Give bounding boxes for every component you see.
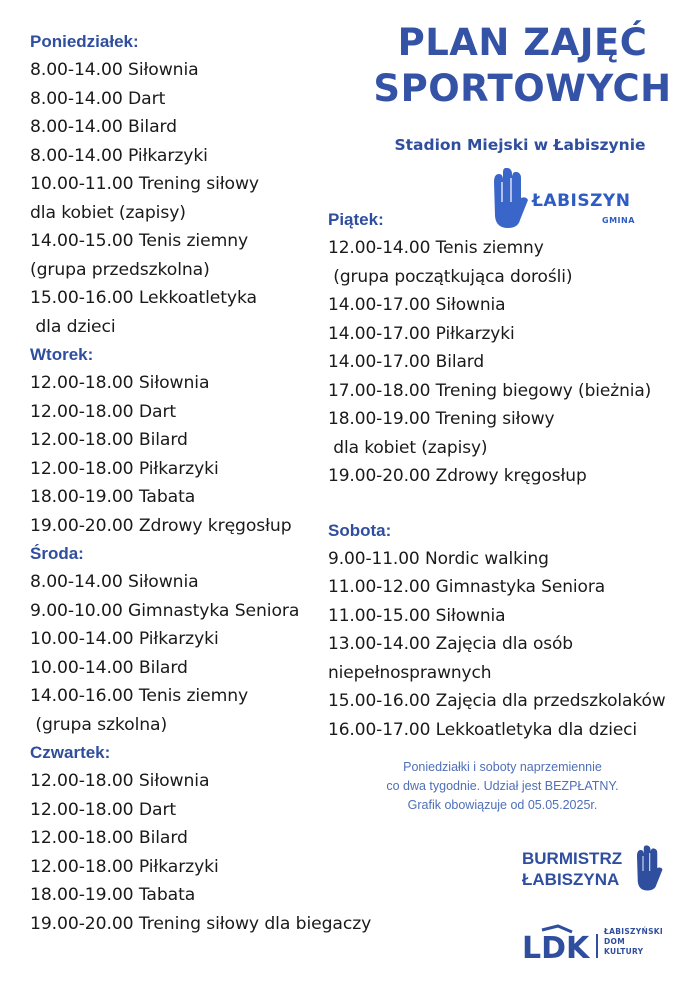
- burmistrz-line-1: BURMISTRZ: [522, 849, 623, 868]
- schedule-entry: 12.00-18.00 Piłkarzyki: [30, 856, 219, 877]
- schedule-entry: 19.00-20.00 Trening siłowy dla biegaczy: [30, 913, 372, 934]
- schedule-entry: dla kobiet (zapisy): [30, 202, 186, 223]
- ldk-line-2: DOM: [604, 937, 625, 946]
- day-heading: Środa:: [30, 544, 84, 563]
- title-line-1: PLAN ZAJĘĆ: [397, 21, 648, 64]
- schedule-entry: 8.00-14.00 Piłkarzyki: [30, 145, 208, 166]
- schedule-entry: 15.00-16.00 Zajęcia dla przedszkolaków: [328, 691, 666, 711]
- day-heading: Czwartek:: [30, 743, 111, 762]
- schedule-entry: 14.00-17.00 Siłownia: [328, 295, 506, 315]
- schedule-entry: 12.00-18.00 Dart: [30, 401, 177, 422]
- raised-hand-icon: [634, 845, 664, 891]
- ldk-line-1: ŁABISZYŃSKI: [604, 927, 663, 936]
- schedule-entry: 8.00-14.00 Dart: [30, 88, 166, 109]
- ldk-line-3: KULTURY: [604, 947, 644, 956]
- burmistrz-logo: [522, 848, 622, 890]
- schedule-entry: 13.00-14.00 Zajęcia dla osób: [328, 634, 573, 654]
- schedule-entry: 12.00-18.00 Bilard: [30, 430, 188, 450]
- schedule-entry: 9.00-11.00 Nordic walking: [328, 548, 549, 569]
- title-line-2: SPORTOWYCH: [373, 67, 672, 110]
- gmina-logo-label: GMINA: [602, 216, 635, 225]
- day-heading: Poniedziałek:: [30, 32, 139, 51]
- note-line-1: Poniedziałki i soboty naprzemiennie: [403, 760, 602, 774]
- ldk-logo-text: [604, 927, 663, 957]
- note-line-2: co dwa tygodnie. Udział jest BEZPŁATNY.: [386, 779, 619, 793]
- schedule-entry: 18.00-19.00 Trening siłowy: [328, 409, 555, 429]
- schedule-entry: 8.00-14.00 Siłownia: [30, 572, 199, 592]
- day-heading: Sobota:: [328, 520, 392, 540]
- schedule-entry: 12.00-18.00 Piłkarzyki: [30, 458, 219, 479]
- schedule-entry: 14.00-17.00 Bilard: [328, 352, 485, 372]
- schedule-entry: 18.00-19.00 Tabata: [30, 885, 196, 905]
- page-subtitle: Stadion Miejski w Łabiszynie: [394, 136, 646, 154]
- note-line-3: Grafik obowiązuje od 05.05.2025r.: [407, 798, 598, 812]
- schedule-entry: 10.00-11.00 Trening siłowy: [30, 174, 260, 194]
- schedule-entry: 10.00-14.00 Bilard: [30, 657, 188, 678]
- schedule-entry: 8.00-14.00 Siłownia: [30, 60, 199, 80]
- schedule-entry: 14.00-15.00 Tenis ziemny: [30, 231, 249, 251]
- schedule-entry: dla kobiet (zapisy): [328, 437, 488, 458]
- schedule-entry: 10.00-14.00 Piłkarzyki: [30, 629, 219, 649]
- schedule-entry: 12.00-18.00 Bilard: [30, 828, 188, 848]
- schedule-entry: (grupa początkująca dorośli): [328, 266, 573, 287]
- schedule-entry: 14.00-16.00 Tenis ziemny: [30, 686, 249, 706]
- section-spacer: [328, 491, 693, 517]
- schedule-entry: 12.00-18.00 Dart: [30, 799, 177, 820]
- schedule-entry: 8.00-14.00 Bilard: [30, 117, 177, 137]
- schedule-right-column: [328, 206, 693, 744]
- schedule-entry: 14.00-17.00 Piłkarzyki: [328, 323, 515, 344]
- ldk-logo-mark: LDK: [522, 931, 590, 966]
- schedule-entry: 9.00-10.00 Gimnastyka Seniora: [30, 600, 300, 621]
- day-heading: Wtorek:: [30, 345, 94, 364]
- schedule-entry: dla dzieci: [30, 316, 116, 337]
- schedule-entry: (grupa przedszkolna): [30, 259, 210, 280]
- schedule-entry: 17.00-18.00 Trening biegowy (bieżnia): [328, 380, 652, 401]
- schedule-entry: 15.00-16.00 Lekkoatletyka: [30, 288, 257, 308]
- schedule-entry: niepełnosprawnych: [328, 662, 492, 683]
- schedule-entry: 12.00-14.00 Tenis ziemny: [328, 238, 544, 258]
- day-heading: Piątek:: [328, 210, 384, 229]
- schedule-entry: 18.00-19.00 Tabata: [30, 487, 196, 507]
- schedule-entry: 11.00-15.00 Siłownia: [328, 605, 506, 626]
- schedule-entry: 19.00-20.00 Zdrowy kręgosłup: [30, 515, 292, 536]
- schedule-entry: 11.00-12.00 Gimnastyka Seniora: [328, 577, 606, 597]
- schedule-entry: 16.00-17.00 Lekkoatletyka dla dzieci: [328, 719, 638, 740]
- schedule-entry: 19.00-20.00 Zdrowy kręgosłup: [328, 466, 587, 486]
- gmina-logo-name: ŁABISZYN: [532, 191, 631, 211]
- burmistrz-line-2: ŁABISZYNA: [522, 870, 620, 889]
- schedule-entry: 12.00-18.00 Siłownia: [30, 373, 210, 393]
- schedule-entry: (grupa szkolna): [30, 714, 168, 735]
- schedule-note: [345, 758, 660, 815]
- schedule-entry: 12.00-18.00 Siłownia: [30, 771, 210, 791]
